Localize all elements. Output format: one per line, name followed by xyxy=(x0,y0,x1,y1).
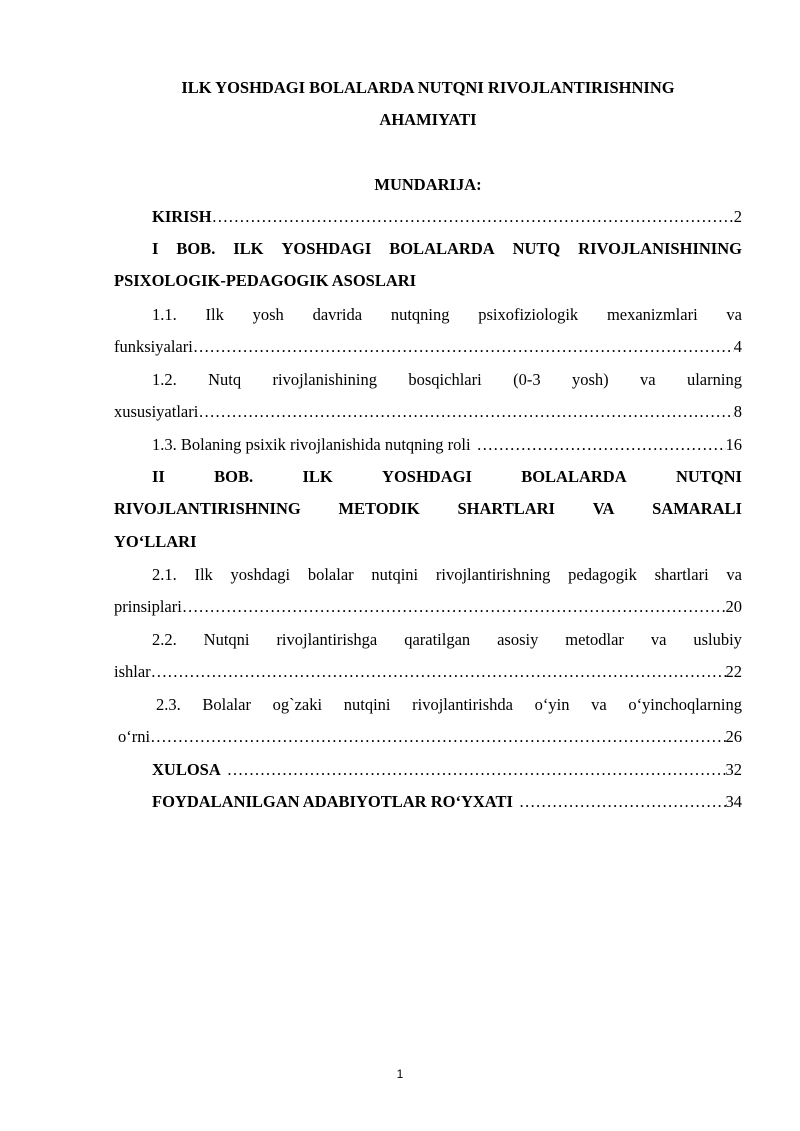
toc-word: NUTQ xyxy=(512,239,561,258)
toc-word: asosiy xyxy=(497,630,539,649)
toc-entry-references[interactable] xyxy=(152,791,742,813)
toc-leader-dots xyxy=(519,791,726,813)
toc-leader-dots xyxy=(212,206,734,228)
toc-word: 2.3. xyxy=(156,695,181,714)
toc-word: SHARTLARI xyxy=(457,499,555,518)
toc-word: Nutq xyxy=(208,370,242,389)
toc-word: RIVOJLANISHINING xyxy=(578,239,742,258)
toc-word: bosqichlari xyxy=(408,370,482,389)
toc-word: mexanizmlari xyxy=(606,305,698,324)
toc-chapter2-line1[interactable] xyxy=(152,466,742,488)
toc-word: bolalar xyxy=(307,565,354,584)
toc-word: shartlari xyxy=(654,565,709,584)
toc-word: nutqning xyxy=(390,305,450,324)
toc-entry-label: funksiyalari xyxy=(114,337,193,356)
toc-word: psixofiziologik xyxy=(478,305,579,324)
toc-word: oʻyinchoqlarning xyxy=(628,695,742,714)
toc-word: II xyxy=(152,467,165,486)
toc-entry-label: xususiyatlari xyxy=(114,402,199,421)
toc-page-number: 8 xyxy=(733,402,742,421)
toc-entry-xulosa[interactable] xyxy=(152,759,742,781)
toc-entry-label: oʻrni xyxy=(118,727,151,746)
toc-word: davrida xyxy=(312,305,363,324)
toc-section-2-1-line1[interactable] xyxy=(152,564,742,586)
toc-entry-label: XULOSA xyxy=(152,760,221,779)
toc-word: ularning xyxy=(686,370,742,389)
toc-page-number: 16 xyxy=(725,435,742,454)
toc-page-number: 26 xyxy=(725,727,742,746)
toc-section-2-2-line1[interactable] xyxy=(152,629,742,651)
toc-section-2-3-line2[interactable] xyxy=(118,726,742,748)
toc-leader-dots xyxy=(150,726,725,748)
toc-page-number: 34 xyxy=(725,792,742,811)
toc-word: 2.2. xyxy=(152,630,177,649)
toc-leader-dots xyxy=(227,759,726,781)
toc-word: Ilk xyxy=(194,565,213,584)
toc-page-number: 20 xyxy=(725,597,742,616)
toc-word: YOSHDAGI xyxy=(281,239,372,258)
toc-word: BOLALARDA xyxy=(521,467,627,486)
toc-word: METODIK xyxy=(338,499,420,518)
toc-section-1-2-line2[interactable] xyxy=(114,401,742,423)
document-title-line2: AHAMIYATI xyxy=(379,110,477,129)
toc-word: BOLALARDA xyxy=(389,239,495,258)
toc-leader-dots xyxy=(182,596,726,618)
toc-word: BOB. xyxy=(214,467,254,486)
toc-section-1-3[interactable] xyxy=(152,434,742,456)
toc-word: VA xyxy=(592,499,615,518)
toc-section-1-1-line1[interactable] xyxy=(152,304,742,326)
toc-chapter2-line3[interactable]: YOʻLLARI xyxy=(114,532,197,551)
toc-word: nutqini xyxy=(343,695,391,714)
toc-word: og`zaki xyxy=(272,695,323,714)
toc-word: va xyxy=(591,695,607,714)
toc-entry-label: FOYDALANILGAN ADABIYOTLAR ROʻYXATI xyxy=(152,792,513,811)
toc-section-2-2-line2[interactable] xyxy=(114,661,742,683)
toc-page-number: 2 xyxy=(733,207,742,226)
toc-word: 2.1. xyxy=(152,565,177,584)
toc-word: 1.1. xyxy=(152,305,177,324)
toc-word: uslubiy xyxy=(693,630,742,649)
toc-word: YOSHDAGI xyxy=(382,467,472,486)
toc-word: rivojlanishining xyxy=(272,370,377,389)
toc-leader-dots xyxy=(193,336,734,358)
toc-word: Ilk xyxy=(205,305,224,324)
toc-word: BOB. xyxy=(176,239,216,258)
toc-entry-label: KIRISH xyxy=(152,207,212,226)
toc-word: va xyxy=(650,630,667,649)
toc-word: va xyxy=(726,565,742,584)
document-title-line1: ILK YOSHDAGI BOLALARDA NUTQNI RIVOJLANTIRISHNING xyxy=(181,78,675,97)
toc-word: 1.2. xyxy=(152,370,177,389)
toc-word: pedagogik xyxy=(568,565,637,584)
toc-word: yosh) xyxy=(571,370,609,389)
toc-word: oʻyin xyxy=(534,695,570,714)
toc-word: yosh xyxy=(252,305,284,324)
toc-word: nutqini xyxy=(371,565,419,584)
toc-word: qaratilgan xyxy=(404,630,471,649)
toc-chapter1-line2[interactable]: PSIXOLOGIK-PEDAGOGIK ASOSLARI xyxy=(114,271,417,290)
toc-word: rivojlantirishga xyxy=(276,630,378,649)
toc-entry-kirish[interactable] xyxy=(152,206,742,228)
toc-section-1-2-line1[interactable] xyxy=(152,369,742,391)
toc-word: SAMARALI xyxy=(652,499,742,518)
toc-word: va xyxy=(726,305,742,324)
toc-chapter1-line1[interactable] xyxy=(152,238,742,260)
toc-page-number: 32 xyxy=(725,760,742,779)
toc-chapter2-line2[interactable] xyxy=(114,498,742,520)
toc-section-1-1-line2[interactable] xyxy=(114,336,742,358)
toc-page-number: 4 xyxy=(733,337,742,356)
toc-entry-label: 1.3. Bolaning psixik rivojlanishida nutqning roli xyxy=(152,435,471,454)
toc-leader-dots xyxy=(151,661,726,683)
toc-word: (0-3 xyxy=(513,370,541,389)
toc-section-2-3-line1[interactable] xyxy=(156,694,742,716)
toc-entry-label: ishlar xyxy=(114,662,151,681)
toc-word: NUTQNI xyxy=(675,467,742,486)
toc-word: ILK xyxy=(233,239,264,258)
contents-heading: MUNDARIJA: xyxy=(374,175,482,194)
toc-leader-dots xyxy=(198,401,733,423)
toc-word: rivojlantirishning xyxy=(435,565,551,584)
page-number: 1 xyxy=(396,1067,404,1081)
toc-leader-dots xyxy=(477,434,726,456)
toc-word: rivojlantirishda xyxy=(412,695,513,714)
toc-word: Bolalar xyxy=(202,695,251,714)
toc-word: Nutqni xyxy=(203,630,250,649)
toc-entry-label: prinsiplari xyxy=(114,597,182,616)
toc-word: yoshdagi xyxy=(230,565,291,584)
toc-section-2-1-line2[interactable] xyxy=(114,596,742,618)
toc-word: I xyxy=(152,239,159,258)
toc-page-number: 22 xyxy=(725,662,742,681)
toc-word: metodlar xyxy=(565,630,624,649)
toc-word: RIVOJLANTIRISHNING xyxy=(114,499,301,518)
toc-word: ILK xyxy=(302,467,333,486)
toc-word: va xyxy=(640,370,656,389)
